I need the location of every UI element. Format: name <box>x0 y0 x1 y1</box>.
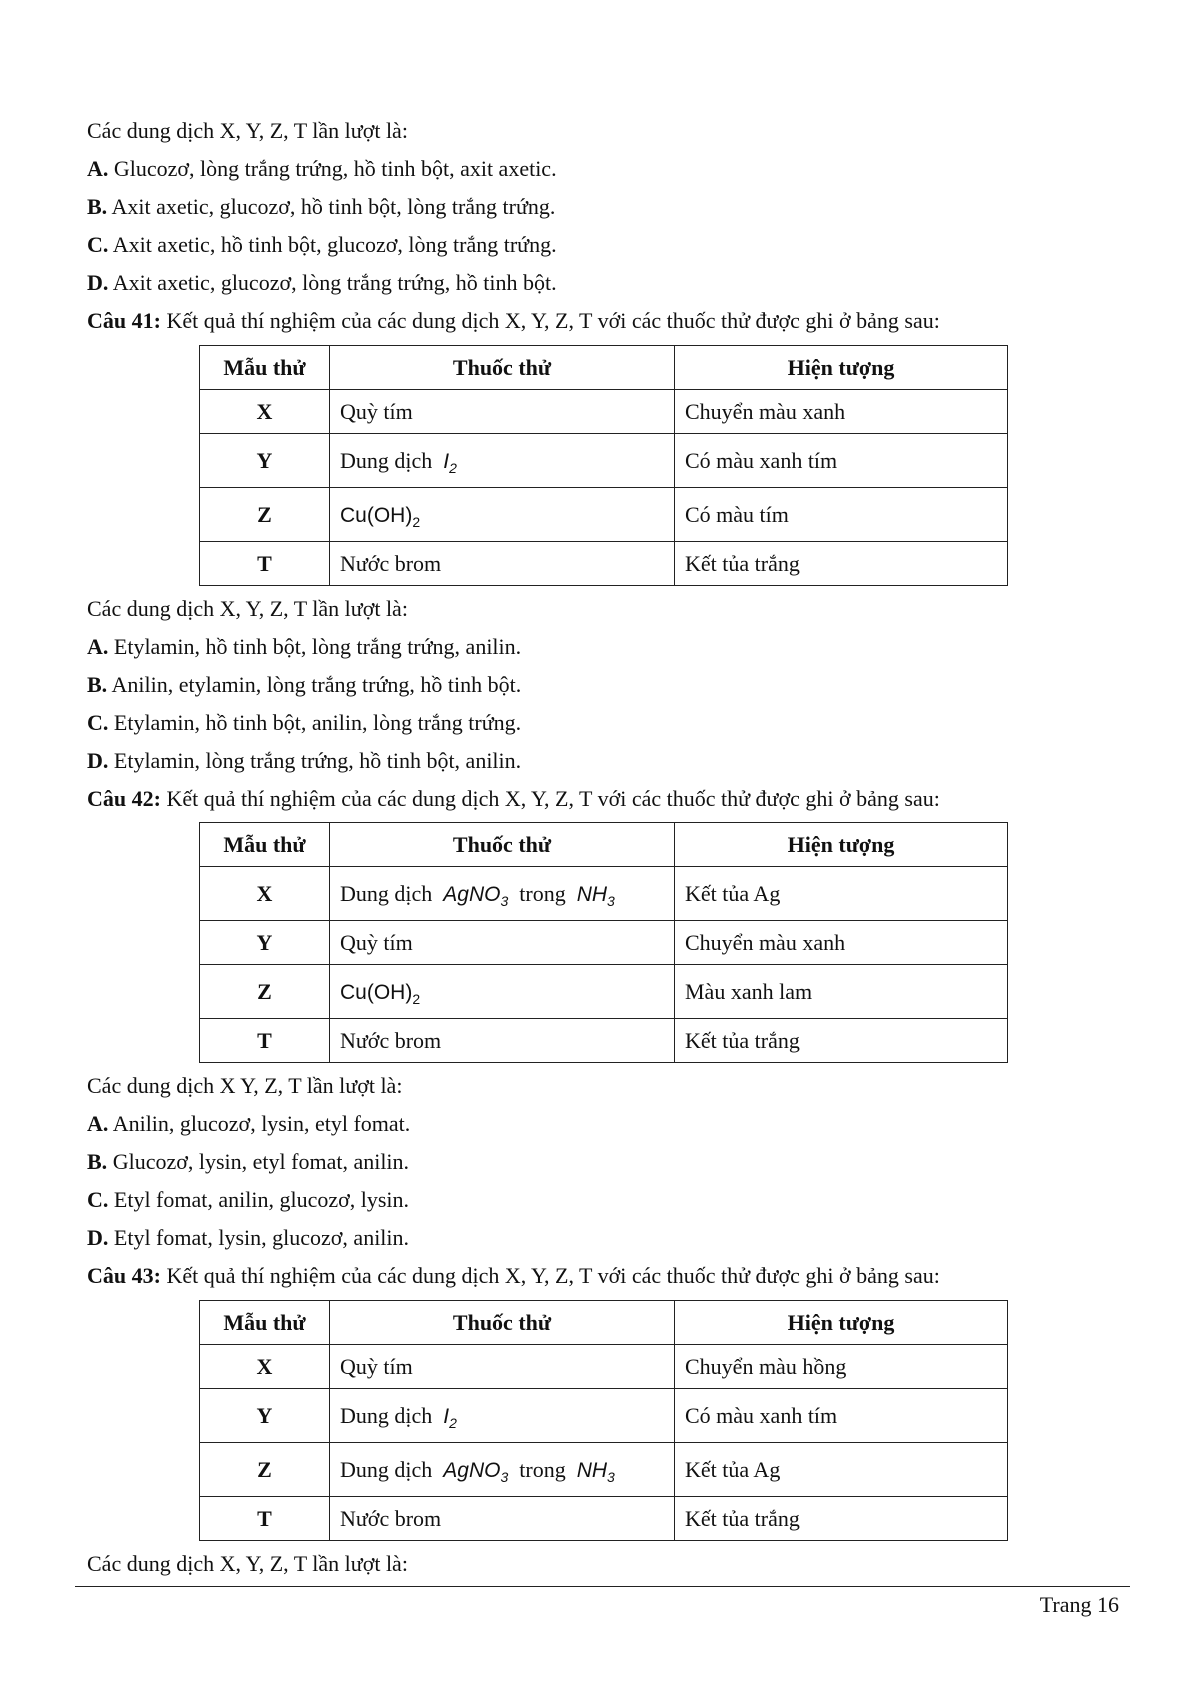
option-letter: D. <box>87 1225 109 1250</box>
q42-option-a <box>87 1110 410 1138</box>
option-letter: D. <box>87 270 109 295</box>
table-row <box>200 867 1008 921</box>
question-label: Câu 42: <box>87 786 161 811</box>
reagent-cell <box>330 488 675 542</box>
phenomenon-cell: Chuyển màu hồng <box>675 1345 1008 1389</box>
option-letter: B. <box>87 672 108 697</box>
table-row <box>200 965 1008 1019</box>
q43-stem <box>87 1262 940 1290</box>
q42-option-d <box>87 1224 409 1252</box>
intro-prompt: Các dung dịch X, Y, Z, T lần lượt là: <box>87 118 408 143</box>
sample-cell: Z <box>200 965 330 1019</box>
header-reagent: Thuốc thử <box>330 1301 675 1345</box>
silver-nitrate-formula: AgNO$_3$ <box>443 882 509 909</box>
option-text: Etylamin, hồ tinh bột, lòng trắng trứng, anilin. <box>113 634 522 659</box>
reagent-cell <box>330 867 675 921</box>
table-row <box>200 542 1008 586</box>
table-row <box>200 434 1008 488</box>
q41-table <box>199 345 1008 586</box>
intro-option-a <box>87 155 557 183</box>
header-phenomenon: Hiện tượng <box>675 823 1008 867</box>
sample-cell: Y <box>200 921 330 965</box>
option-letter: C. <box>87 1187 109 1212</box>
copper-hydroxide-formula: $Cu(OH)_2$ <box>340 503 421 530</box>
option-text: Axit axetic, hồ tinh bột, glucozơ, lòng trắng trứng. <box>112 232 557 257</box>
option-letter: C. <box>87 232 109 257</box>
reagent-text: Dung dịch <box>340 447 433 473</box>
option-letter: B. <box>87 1149 108 1174</box>
question-text: Kết quả thí nghiệm của các dung dịch X, Y, Z, T với các thuốc thử được ghi ở bảng sau: <box>166 786 940 811</box>
header-sample: Mẫu thử <box>200 346 330 390</box>
q41-prompt: Các dung dịch X, Y, Z, T lần lượt là: <box>87 596 408 621</box>
reagent-cell <box>330 434 675 488</box>
reagent-cell: Nước brom <box>330 1497 675 1541</box>
q43-table <box>199 1300 1008 1541</box>
reagent-cell <box>330 965 675 1019</box>
option-letter: C. <box>87 710 109 735</box>
ammonia-formula: $NH_3$ <box>576 1458 615 1485</box>
footer-divider <box>75 1586 1130 1587</box>
sample-cell: X <box>200 1345 330 1389</box>
option-text: Etylamin, hồ tinh bột, anilin, lòng trắng trứng. <box>113 710 522 735</box>
option-letter: A. <box>87 1111 109 1136</box>
sample-cell: Z <box>200 1443 330 1497</box>
q42-option-c <box>87 1186 409 1214</box>
option-letter: B. <box>87 194 108 219</box>
question-text: Kết quả thí nghiệm của các dung dịch X, Y, Z, T với các thuốc thử được ghi ở bảng sau: <box>166 308 940 333</box>
reagent-text: Dung dịch <box>340 1402 433 1428</box>
header-reagent: Thuốc thử <box>330 823 675 867</box>
table-row <box>200 390 1008 434</box>
reagent-connector: trong <box>519 880 566 906</box>
q41-stem <box>87 307 940 335</box>
reagent-cell: Nước brom <box>330 542 675 586</box>
sample-cell: T <box>200 1019 330 1063</box>
phenomenon-cell: Kết tủa trắng <box>675 1019 1008 1063</box>
phenomenon-cell: Có màu xanh tím <box>675 1389 1008 1443</box>
page-number: Trang 16 <box>1039 1592 1119 1617</box>
phenomenon-cell: Chuyển màu xanh <box>675 390 1008 434</box>
q42-option-b <box>87 1148 409 1176</box>
header-sample: Mẫu thử <box>200 1301 330 1345</box>
q41-option-b <box>87 671 521 699</box>
question-label: Câu 43: <box>87 1263 161 1288</box>
reagent-cell: Quỳ tím <box>330 1345 675 1389</box>
table-row <box>200 921 1008 965</box>
sample-cell: Y <box>200 434 330 488</box>
option-text: Etylamin, lòng trắng trứng, hồ tinh bột, anilin. <box>113 748 522 773</box>
phenomenon-cell: Có màu tím <box>675 488 1008 542</box>
option-text: Etyl fomat, anilin, glucozơ, lysin. <box>113 1187 410 1212</box>
phenomenon-cell: Kết tủa Ag <box>675 867 1008 921</box>
table-row <box>200 1443 1008 1497</box>
q41-option-a <box>87 633 521 661</box>
phenomenon-cell: Màu xanh lam <box>675 965 1008 1019</box>
option-text: Etyl fomat, lysin, glucozơ, anilin. <box>113 1225 410 1250</box>
q43-prompt: Các dung dịch X, Y, Z, T lần lượt là: <box>87 1551 408 1576</box>
phenomenon-cell: Có màu xanh tím <box>675 434 1008 488</box>
reagent-cell: Quỳ tím <box>330 921 675 965</box>
intro-option-c <box>87 231 557 259</box>
sample-cell: Y <box>200 1389 330 1443</box>
table-row <box>200 1497 1008 1541</box>
option-text: Anilin, glucozơ, lysin, etyl fomat. <box>112 1111 411 1136</box>
table-row <box>200 488 1008 542</box>
reagent-cell <box>330 1389 675 1443</box>
sample-cell: T <box>200 1497 330 1541</box>
reagent-cell <box>330 1443 675 1497</box>
header-sample: Mẫu thử <box>200 823 330 867</box>
phenomenon-cell: Kết tủa trắng <box>675 542 1008 586</box>
question-text: Kết quả thí nghiệm của các dung dịch X, Y, Z, T với các thuốc thử được ghi ở bảng sau: <box>166 1263 940 1288</box>
sample-cell: X <box>200 390 330 434</box>
q42-prompt: Các dung dịch X Y, Z, T lần lượt là: <box>87 1073 403 1098</box>
reagent-text: Dung dịch <box>340 880 433 906</box>
option-text: Axit axetic, glucozơ, lòng trắng trứng, hồ tinh bột. <box>112 270 557 295</box>
q42-table <box>199 822 1008 1063</box>
sample-cell: Z <box>200 488 330 542</box>
header-phenomenon: Hiện tượng <box>675 346 1008 390</box>
sample-cell: T <box>200 542 330 586</box>
sample-cell: X <box>200 867 330 921</box>
copper-hydroxide-formula: $Cu(OH)_2$ <box>340 980 421 1007</box>
phenomenon-cell: Chuyển màu xanh <box>675 921 1008 965</box>
iodine-formula: $I_2$ <box>443 1404 457 1431</box>
reagent-cell: Nước brom <box>330 1019 675 1063</box>
option-text: Glucozơ, lysin, etyl fomat, anilin. <box>112 1149 410 1174</box>
option-text: Glucozơ, lòng trắng trứng, hồ tinh bột, axit axetic. <box>113 156 557 181</box>
silver-nitrate-formula: AgNO$_3$ <box>443 1458 509 1485</box>
option-letter: A. <box>87 634 109 659</box>
q41-option-d <box>87 747 521 775</box>
intro-option-d <box>87 269 557 297</box>
header-reagent: Thuốc thử <box>330 346 675 390</box>
phenomenon-cell: Kết tủa Ag <box>675 1443 1008 1497</box>
q41-option-c <box>87 709 521 737</box>
option-text: Anilin, etylamin, lòng trắng trứng, hồ tinh bột. <box>111 672 522 697</box>
table-row <box>200 1019 1008 1063</box>
q42-stem <box>87 785 940 813</box>
reagent-connector: trong <box>519 1456 566 1482</box>
intro-option-b <box>87 193 555 221</box>
iodine-formula: $I_2$ <box>443 449 457 476</box>
table-row <box>200 1345 1008 1389</box>
phenomenon-cell: Kết tủa trắng <box>675 1497 1008 1541</box>
header-phenomenon: Hiện tượng <box>675 1301 1008 1345</box>
question-label: Câu 41: <box>87 308 161 333</box>
option-letter: A. <box>87 156 109 181</box>
option-letter: D. <box>87 748 109 773</box>
table-row <box>200 1389 1008 1443</box>
ammonia-formula: $NH_3$ <box>576 882 615 909</box>
reagent-cell: Quỳ tím <box>330 390 675 434</box>
reagent-text: Dung dịch <box>340 1456 433 1482</box>
option-text: Axit axetic, glucozơ, hồ tinh bột, lòng trắng trứng. <box>111 194 556 219</box>
